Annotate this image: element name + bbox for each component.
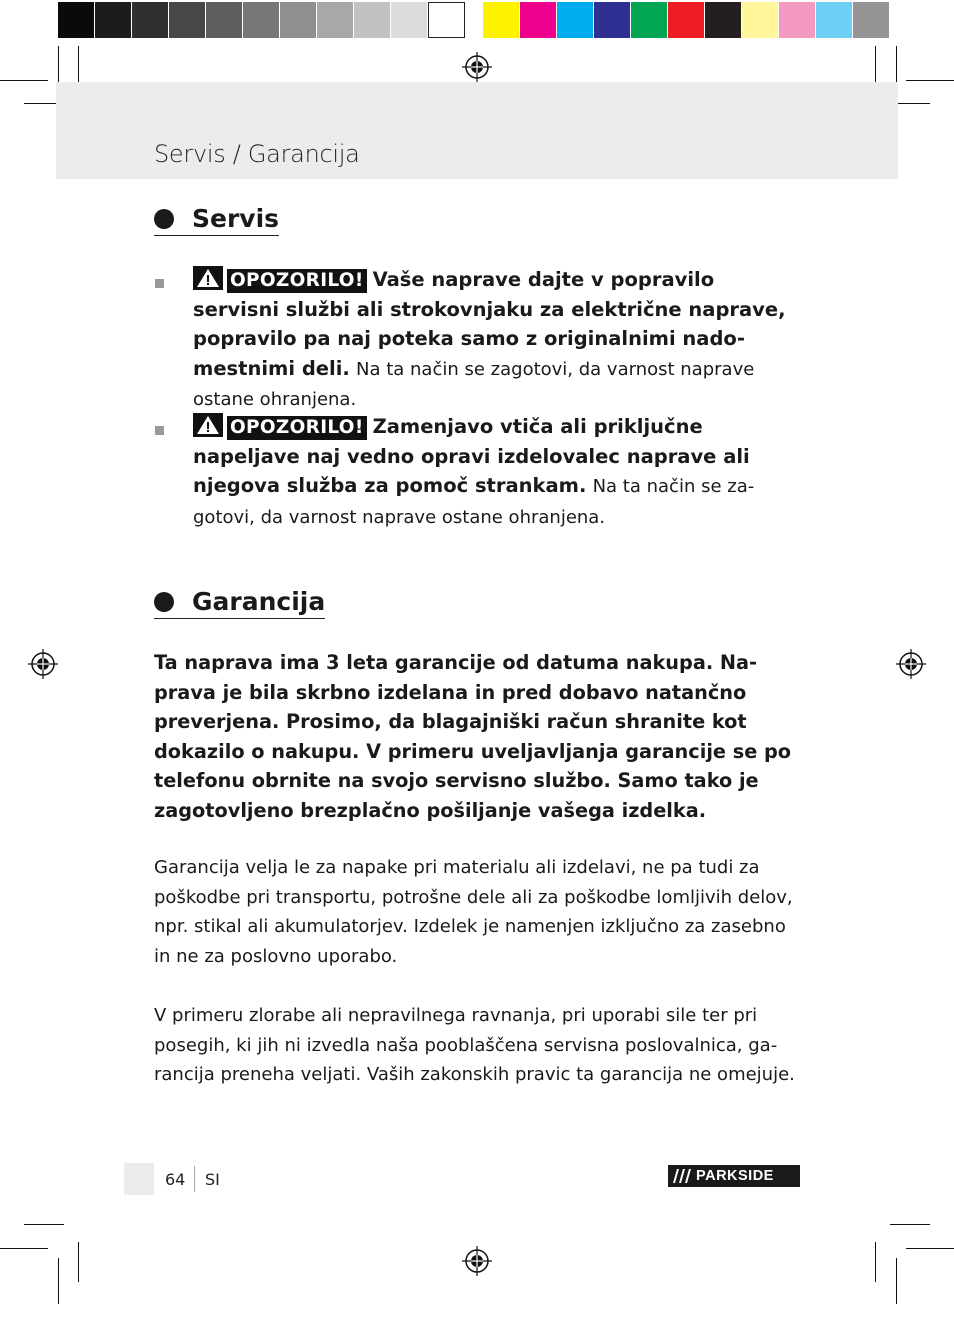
logo-text: PARKSIDE	[696, 1168, 774, 1184]
color-swatch	[520, 2, 557, 38]
crop-mark	[896, 46, 897, 86]
warranty-terms-bold: Ta naprava ima 3 leta garancije od datuma nakupa. Na-prava je bila skrbno izdelana in pred dobavo natančno preverjena. Prosimo, da blagajniški račun shranite kot dokazilo o nakupu. V primeru uveljavljanja garancije se po telefonu obrnite na svojo servisno službo. Samo tako je zagotovljeno brezplačno pošiljanje vašega izdelka.	[154, 651, 792, 822]
color-swatch	[132, 2, 169, 38]
gray-calibration-bar	[58, 0, 465, 39]
color-swatch	[483, 2, 520, 38]
color-swatch	[742, 2, 779, 38]
color-swatch	[169, 2, 206, 38]
crop-mark	[24, 1224, 64, 1225]
warning-text-normal: Na ta način se zagotovi, da varnost naprave ostane ohranjena.	[193, 358, 755, 410]
footer-divider	[194, 1166, 195, 1192]
registration-mark-icon	[462, 52, 492, 82]
crop-mark	[58, 1258, 59, 1304]
warranty-void-paragraph: V primeru zlorabe ali nepravilnega ravnanja, pri uporabi sile ter pri posegih, ki jih ni izvedla naša pooblaščena servisna poslovalnica, ga-rancija preneha veljati. Vaših zakonskih pravic ta garancija ne omejuje.	[154, 1005, 795, 1086]
color-swatch	[206, 2, 243, 38]
color-calibration-bar	[483, 0, 890, 39]
color-swatch	[816, 2, 853, 38]
crop-mark	[0, 80, 48, 81]
color-swatch	[280, 2, 317, 38]
warning-triangle-icon	[193, 413, 223, 437]
page-title: Servis / Garancija	[154, 140, 360, 168]
warning-item-2	[193, 412, 803, 532]
crop-mark	[78, 1242, 79, 1282]
crop-mark	[890, 1224, 930, 1225]
color-swatch	[668, 2, 705, 38]
warning-item-1	[193, 265, 803, 415]
color-swatch	[243, 2, 280, 38]
crop-mark	[78, 46, 79, 86]
list-bullet-icon	[155, 279, 164, 288]
crop-mark	[875, 1242, 876, 1282]
crop-mark	[875, 46, 876, 86]
color-swatch	[853, 2, 890, 38]
warranty-scope-paragraph: Garancija velja le za napake pri materialu ali izdelavi, ne pa tudi za poškodbe pri transportu, potrošne dele ali za poškodbe lomljivih delov, npr. stikal ali akumulatorjev. Izdelek je namenjen izključno za zasebno in ne za poslovno uporabo.	[154, 857, 793, 967]
crop-mark	[0, 1248, 48, 1249]
crop-mark	[906, 1248, 954, 1249]
warning-text-normal: Na ta način se za-gotovi, da varnost naprave ostane ohranjena.	[193, 476, 755, 528]
logo-stripes-icon	[668, 1165, 692, 1187]
color-swatch	[354, 2, 391, 38]
warning-text-bold: Zamenjavo vtiča ali priključne napeljave naj vedno opravi izdelovalec naprave ali njegova služba za pomoč strankam.	[193, 415, 750, 497]
list-bullet-icon	[155, 426, 164, 435]
page-language: SI	[205, 1170, 220, 1189]
parkside-logo	[668, 1165, 800, 1187]
registration-mark-icon	[462, 1246, 492, 1276]
servis-heading-text: Servis	[192, 204, 280, 233]
bullet-dot-icon	[154, 209, 174, 229]
registration-mark-icon	[28, 649, 58, 679]
color-swatch	[705, 2, 742, 38]
servis-heading	[154, 204, 279, 236]
warning-triangle-icon	[193, 266, 223, 290]
color-swatch	[631, 2, 668, 38]
color-swatch	[779, 2, 816, 38]
warning-text-bold: Vaše naprave dajte v popravilo servisni službi ali strokovnjaku za električne naprave, popravilo pa naj poteka samo z originalnimi nado-mestnimi deli.	[193, 268, 786, 380]
warning-badge: OPOZORILO!	[227, 416, 367, 440]
color-swatch	[594, 2, 631, 38]
footer-box	[124, 1163, 154, 1195]
color-swatch	[557, 2, 594, 38]
garancija-heading-text: Garancija	[192, 587, 326, 616]
color-swatch	[58, 2, 95, 38]
crop-mark	[906, 80, 954, 81]
crop-mark	[896, 1258, 897, 1304]
garancija-heading	[154, 587, 325, 619]
page-number: 64	[165, 1170, 186, 1189]
color-swatch	[95, 2, 132, 38]
color-swatch	[428, 2, 465, 38]
crop-mark	[58, 46, 59, 86]
registration-mark-icon	[896, 649, 926, 679]
color-swatch	[391, 2, 428, 38]
warning-badge: OPOZORILO!	[227, 269, 367, 293]
color-swatch	[317, 2, 354, 38]
bullet-dot-icon	[154, 592, 174, 612]
